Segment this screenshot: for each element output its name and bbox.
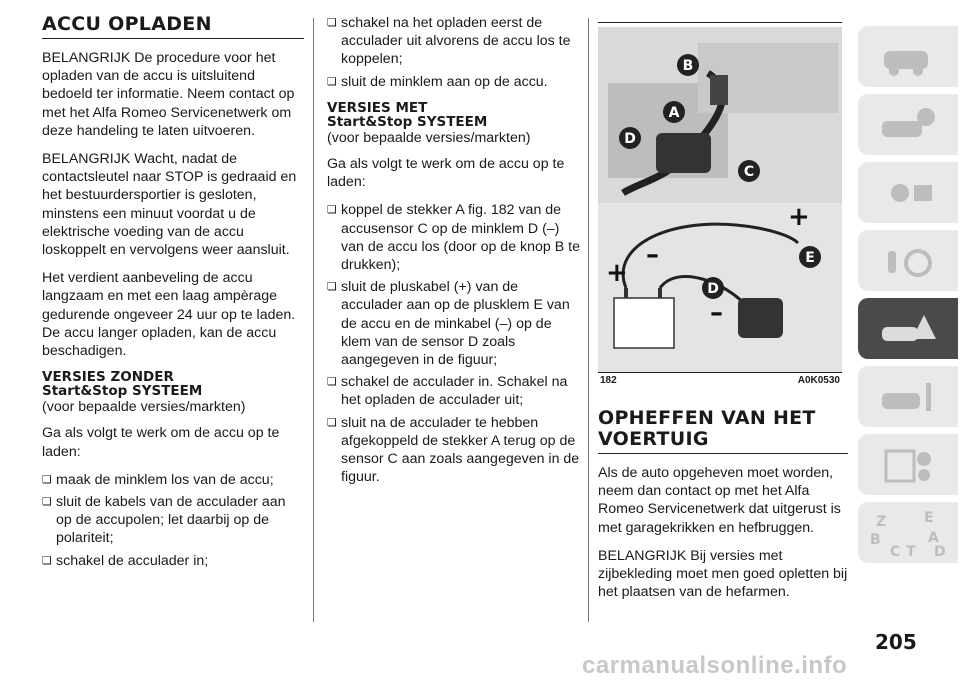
subheading-line-1: VERSIES MET: [327, 99, 428, 116]
column-1: [42, 14, 304, 578]
chapter-tabs: [858, 26, 960, 570]
svg-text:A: A: [928, 529, 939, 546]
tab-index[interactable]: [858, 502, 958, 563]
minus-sign: –: [710, 298, 723, 328]
tech-data-list-icon: [878, 445, 938, 485]
svg-text:C: C: [890, 543, 901, 558]
column-divider: [588, 18, 589, 622]
battery-sensor: [656, 133, 711, 173]
column-2: [327, 14, 582, 494]
index-letters-icon: [868, 508, 948, 558]
checklist: [327, 201, 582, 486]
minus-sign: –: [646, 240, 659, 270]
subheading-note: (voor bepaalde versies/markten): [42, 399, 246, 416]
subheading-note: (voor bepaalde versies/markten): [327, 129, 531, 146]
svg-text:Z: Z: [876, 513, 887, 530]
title-line-2: VOERTUIG: [598, 428, 709, 450]
column-divider: [313, 18, 314, 622]
page-number: 205: [875, 630, 917, 654]
list-item: ❏ sluit na de acculader te hebben afgekoppeld de stekker A terug op de sensor C aan zoals aangegeven in de figuur.: [327, 414, 582, 487]
list-item: ❏ koppel de stekker A fig. 182 van de accusensor C op de minklem D (–) van de accu los (door op de knop B te drukken);: [327, 201, 582, 274]
list-item: ❏ schakel de acculader in;: [42, 552, 304, 570]
label-b: [677, 54, 699, 76]
label-c: [738, 160, 760, 182]
charger-box: [614, 298, 674, 348]
car-dashboard-icon: [878, 37, 938, 77]
figure-code: A0K0530: [797, 375, 840, 386]
figure-caption-bar: [598, 372, 842, 389]
plus-sign: +: [788, 202, 810, 232]
svg-text:A: A: [668, 105, 680, 121]
list-item: ❏ schakel de acculader in. Schakel na het opladen de acculader uit;: [327, 373, 582, 409]
svg-text:T: T: [906, 543, 916, 558]
paragraph-important-1: BELANGRIJK De procedure voor het opladen van de accu is uitsluitend bedoeld ter informatie. Neem contact op met het Alfa Romeo Servicenetwerk om deze handeling te laten uitvoeren.: [42, 50, 295, 139]
airbag-steering-icon: [878, 241, 938, 281]
checklist-top: [327, 14, 582, 91]
paragraph-important: BELANGRIJK Bij versies met zijbekleding moet men goed opletten bij het plaatsen van de hefarmen.: [598, 547, 848, 601]
svg-text:D: D: [707, 281, 719, 297]
intro-text: Ga als volgt te werk om de accu op te laden:: [42, 425, 280, 460]
paragraph-advice: Het verdient aanbeveling de accu langzaam en met een laag ampèrage gedurende ongeveer 24 uur op te laden. De accu langer opladen, kan de accu beschadigen.: [42, 270, 296, 360]
sensor-terminal: [738, 298, 783, 338]
section-title-accu-opladen: ACCU OPLADEN: [42, 14, 304, 39]
figure-number: 182: [600, 375, 617, 386]
tab-maintenance[interactable]: [858, 366, 958, 427]
car-warning-icon: [878, 309, 938, 349]
paragraph-important-2: BELANGRIJK Wacht, nadat de contactsleutel naar STOP is gedraaid en het bestuurdersportier is gesloten, minstens een minuut voordat u de elektrische voeding van de accu loskoppelt en vervolgens weer aansluit.: [42, 151, 297, 259]
battery-charging-illustration: [598, 23, 842, 373]
svg-text:C: C: [743, 164, 755, 180]
label-e: [799, 246, 821, 268]
car-service-icon: [878, 377, 938, 417]
subheading-line-2: Start&Stop SYSTEEM: [327, 113, 488, 130]
tab-dashboard[interactable]: [858, 26, 958, 87]
svg-text:E: E: [924, 509, 934, 526]
subheading-line-1: VERSIES ZONDER: [42, 369, 174, 386]
subheading-with-start-stop: [327, 101, 582, 129]
subheading-line-2: Start&Stop SYSTEEM: [42, 383, 203, 400]
connector-plug: [710, 75, 728, 105]
list-item: ❏ sluit de pluskabel (+) van de acculader aan op de plusklem E van de accu en de minkabel (–) op de klem van de sensor D zoals aangegeven in de figuur;: [327, 278, 582, 369]
title-line-1: OPHEFFEN VAN HET: [598, 407, 816, 429]
list-item: ❏ sluit de minklem aan op de accu.: [327, 73, 582, 91]
tab-emergency[interactable]: [858, 298, 958, 359]
svg-text:B: B: [682, 58, 694, 74]
svg-text:B: B: [870, 531, 881, 548]
list-item: ❏ sluit de kabels van de acculader aan op de accupolen; let daarbij op de polariteit;: [42, 493, 304, 548]
column-3: [598, 408, 848, 611]
tab-info[interactable]: [858, 94, 958, 155]
checklist: [42, 471, 304, 570]
label-d: [619, 127, 641, 149]
paragraph-lifting: Als de auto opgeheven moet worden, neem dan contact op met het Alfa Romeo Servicenetwerk dat uitgerust is met garagekrikken en hefbruggen.: [598, 465, 841, 536]
svg-text:D: D: [934, 543, 946, 558]
watermark: carmanualsonline.info: [582, 652, 848, 679]
tab-technical-data[interactable]: [858, 434, 958, 495]
car-info-icon: [878, 105, 938, 145]
label-a: [663, 101, 685, 123]
subheading-without-start-stop: [42, 370, 304, 398]
svg-text:D: D: [624, 131, 636, 147]
label-d-bottom: [702, 277, 724, 299]
list-item: ❏ maak de minklem los van de accu;: [42, 471, 304, 489]
section-title-opheffen: [598, 408, 848, 454]
plus-sign: +: [606, 258, 628, 288]
light-icon: [878, 173, 938, 213]
tab-lights[interactable]: [858, 162, 958, 223]
svg-text:E: E: [805, 250, 815, 266]
tab-safety[interactable]: [858, 230, 958, 291]
list-item: ❏ schakel na het opladen eerst de acculader uit alvorens de accu los te koppelen;: [327, 14, 582, 69]
intro-text: Ga als volgt te werk om de accu op te laden:: [327, 156, 565, 191]
figure-182: [598, 22, 842, 373]
